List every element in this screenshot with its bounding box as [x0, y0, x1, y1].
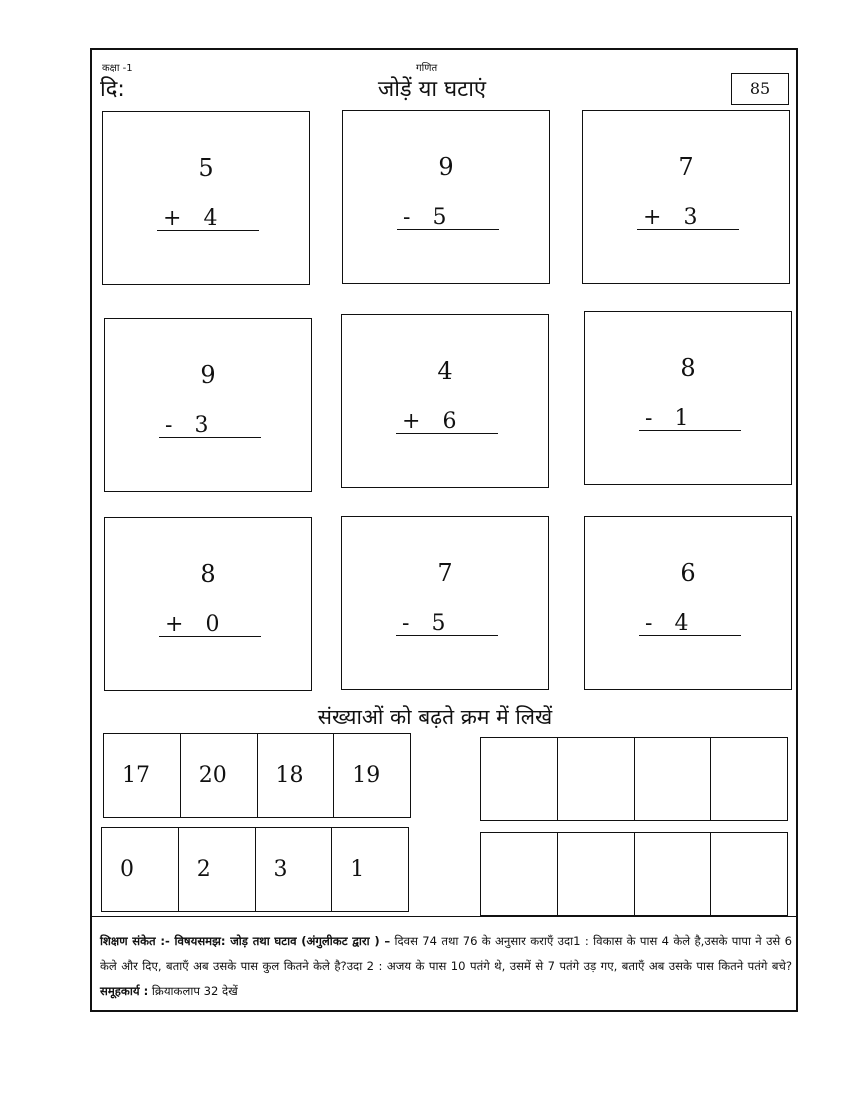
number-row-2 [101, 827, 409, 912]
operator-sign: - [165, 413, 173, 438]
bottom-number: 0 [205, 612, 220, 637]
sum-underline [639, 430, 741, 431]
answer-row-1 [480, 737, 788, 821]
number-cell: 18 [258, 734, 335, 817]
operator-sign: - [645, 406, 653, 431]
number-row-1 [103, 733, 411, 818]
page-number: 85 [749, 79, 771, 98]
operation-row [163, 206, 217, 231]
answer-cell[interactable] [711, 738, 787, 820]
answer-cell[interactable] [558, 738, 635, 820]
problem-box [104, 318, 312, 492]
problem-box [582, 110, 790, 284]
top-number: 7 [678, 153, 694, 181]
operation-row [165, 413, 208, 438]
top-number: 8 [200, 560, 216, 588]
problem-box [584, 311, 792, 485]
group-work-text: क्रियाकलाप 32 देखें [151, 984, 238, 998]
ordering-heading: संख्याओं को बढ़ते क्रम में लिखें [317, 705, 553, 729]
answer-cell[interactable] [635, 738, 712, 820]
top-number: 9 [200, 361, 216, 389]
sum-underline [396, 433, 498, 434]
operator-sign: + [402, 409, 421, 434]
number-cell: 17 [104, 734, 181, 817]
operator-sign: + [643, 205, 662, 230]
bottom-number: 6 [442, 409, 457, 434]
problem-box [584, 516, 792, 690]
operation-row [643, 205, 697, 230]
answer-row-2 [480, 832, 788, 916]
class-label: कक्षा -1 [102, 63, 133, 74]
answer-cell[interactable] [635, 833, 712, 915]
answer-cell[interactable] [558, 833, 635, 915]
date-label: दि: [100, 77, 125, 102]
operation-row [402, 611, 445, 636]
top-number: 9 [438, 153, 454, 181]
footer-divider [90, 916, 798, 917]
answer-cell[interactable] [711, 833, 787, 915]
bottom-number: 4 [203, 206, 218, 231]
number-cell: 19 [352, 763, 381, 788]
operation-row [402, 409, 456, 434]
operation-row [403, 205, 446, 230]
sum-underline [397, 229, 499, 230]
top-number: 4 [437, 357, 453, 385]
operator-sign: + [165, 612, 184, 637]
bottom-number: 5 [431, 611, 446, 636]
top-number: 8 [680, 354, 696, 382]
subject-label: गणित [416, 63, 438, 74]
problem-box [104, 517, 312, 691]
operation-row [165, 612, 219, 637]
operator-sign: - [402, 611, 410, 636]
sum-underline [637, 229, 739, 230]
number-cell: 2 [179, 828, 256, 911]
top-number: 7 [437, 559, 453, 587]
page-number-box [731, 73, 789, 105]
number-cell: 1 [350, 857, 365, 882]
number-cell: 3 [256, 828, 333, 911]
operator-sign: + [163, 206, 182, 231]
sum-underline [639, 635, 741, 636]
sum-underline [396, 635, 498, 636]
answer-cell[interactable] [481, 738, 558, 820]
number-cell: 20 [181, 734, 258, 817]
bottom-number: 1 [674, 406, 689, 431]
top-number: 5 [198, 154, 214, 182]
sum-underline [159, 437, 261, 438]
teaching-note [100, 929, 792, 1004]
bottom-number: 5 [432, 205, 447, 230]
operation-row [645, 611, 688, 636]
group-work-label: समूहकार्य : [100, 984, 149, 998]
problem-box [341, 314, 549, 488]
sum-underline [159, 636, 261, 637]
sum-underline [157, 230, 259, 231]
bottom-number: 3 [194, 413, 209, 438]
problem-box [341, 516, 549, 690]
bottom-number: 4 [674, 611, 689, 636]
page-title: जोड़ें या घटाएं [377, 77, 487, 102]
operator-sign: - [645, 611, 653, 636]
bottom-number: 3 [683, 205, 698, 230]
number-cell: 0 [102, 828, 179, 911]
top-number: 6 [680, 559, 696, 587]
operation-row [645, 406, 688, 431]
teaching-note-label: शिक्षण संकेत :- विषयसमझ: जोड़ तथा घटाव (अंगुलीकट द्वारा ) – [100, 934, 391, 948]
problem-box [342, 110, 550, 284]
teaching-note-text: दिवस 74 तथा 76 के अनुसार कराएँ उदा1 : विकास के पास 4 केले है,उसके पापा ने उसे 6 केले और दिए, बताएँ अब उसके पास कुल कितने केले है?उदा 2 : अजय के पास 10 पतंगे थे, उसमें से 7 पतंगे उड़ गए, बताएँ अब उसके पास कितने पतंगे बचे? [100, 934, 792, 973]
problem-box [102, 111, 310, 285]
operator-sign: - [403, 205, 411, 230]
answer-cell[interactable] [481, 833, 558, 915]
